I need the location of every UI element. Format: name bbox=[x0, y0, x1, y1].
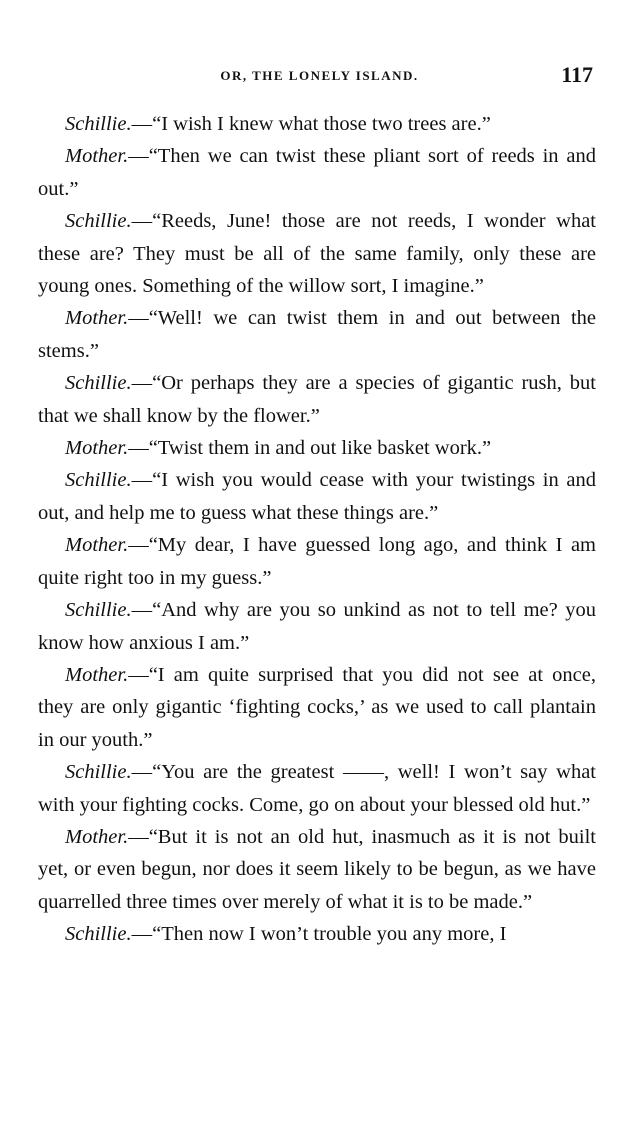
dialogue-text: “My dear, I have guessed long ago, and think I am quite right too in my guess.” bbox=[38, 534, 596, 589]
dialogue-text: “Then we can twist these pliant sort of reeds in and out.” bbox=[38, 145, 596, 200]
speaker-name: Schillie. bbox=[65, 923, 132, 946]
dialogue-paragraph: Schillie.—“Then now I won’t trouble you any more, I bbox=[65, 923, 507, 946]
speaker-name: Schillie. bbox=[65, 113, 132, 135]
speaker-name: Schillie. bbox=[65, 761, 132, 784]
dialogue-text: “But it is not an old hut, inasmuch as it is not built yet, or even begun, nor does it seem likely to be begun, as we have quarrelled three times over merely of what it is to be made.” bbox=[38, 825, 596, 913]
dialogue-paragraph: Mother.—“Then we can twist these pliant sort of reeds in and out.” bbox=[38, 145, 596, 200]
dialogue-text: “Twist them in and out like basket work.” bbox=[148, 437, 492, 460]
speaker-name: Schillie. bbox=[65, 372, 132, 395]
dialogue-paragraph: Mother.—“My dear, I have guessed long ago, and think I am quite right too in my guess.” bbox=[38, 534, 596, 589]
dialogue-text: “I wish you would cease with your twistings in and out, and help me to guess what these things are.” bbox=[38, 469, 596, 524]
running-title: OR, THE LONELY ISLAND. bbox=[220, 68, 419, 83]
dialogue-text: “Or perhaps they are a species of gigantic rush, but that we shall know by the flower.” bbox=[38, 372, 596, 427]
dialogue-paragraph: Mother.—“Well! we can twist them in and out between the stems.” bbox=[38, 307, 596, 362]
speaker-name: Schillie. bbox=[65, 469, 132, 492]
dialogue-text: “I wish I knew what those two trees are.” bbox=[152, 113, 491, 135]
dialogue-text: “Reeds, June! those are not reeds, I wonder what these are? They must be all of the same family, only these are young ones. Something of the willow sort, I imagine.” bbox=[38, 210, 596, 298]
dialogue-paragraph: Schillie.—“Or perhaps they are a species of gigantic rush, but that we shall know by the flower.” bbox=[38, 372, 596, 427]
dialogue-text: “And why are you so unkind as not to tell me? you know how anxious I am.” bbox=[38, 599, 596, 654]
dialogue-paragraph: Schillie.—“And why are you so unkind as not to tell me? you know how anxious I am.” bbox=[38, 599, 596, 654]
speaker-name: Mother. bbox=[65, 825, 129, 848]
dialogue-text: “Then now I won’t trouble you any more, I bbox=[152, 923, 507, 946]
running-head bbox=[0, 62, 639, 90]
dialogue-paragraph: Mother.—“I am quite surprised that you did not see at once, they are only gigantic ‘fighting cocks,’ as we used to call plantain in our youth.” bbox=[38, 663, 596, 751]
dialogue-text: “I am quite surprised that you did not see at once, they are only gigantic ‘fighting cocks,’ as we used to call plantain in our youth.” bbox=[38, 663, 596, 751]
dialogue-paragraph: Mother.—“But it is not an old hut, inasmuch as it is not built yet, or even begun, nor does it seem likely to be begun, as we have quarrelled three times over merely of what it is to be made.” bbox=[38, 825, 596, 913]
dialogue-text: “You are the greatest ——, well! I won’t say what with your fighting cocks. Come, go on about your blessed old hut.” bbox=[38, 761, 596, 816]
speaker-name: Schillie. bbox=[65, 210, 132, 233]
dialogue-paragraph: Schillie.—“Reeds, June! those are not reeds, I wonder what these are? They must be all of the same family, only these are young ones. Something of the willow sort, I imagine.” bbox=[38, 210, 596, 298]
dialogue-paragraph: Schillie.—“You are the greatest ——, well! I won’t say what with your fighting cocks. Come, go on about your blessed old hut.” bbox=[38, 761, 596, 816]
page-number: 117 bbox=[561, 62, 593, 87]
dialogue-paragraph: Schillie.—“I wish I knew what those two trees are.” bbox=[65, 113, 491, 135]
body-text bbox=[38, 108, 596, 951]
speaker-name: Mother. bbox=[65, 663, 129, 686]
speaker-name: Mother. bbox=[65, 534, 129, 557]
dialogue-paragraph: Schillie.—“I wish you would cease with your twistings in and out, and help me to guess what these things are.” bbox=[38, 469, 596, 524]
dialogue-text: “Well! we can twist them in and out between the stems.” bbox=[38, 307, 596, 362]
speaker-name: Schillie. bbox=[65, 599, 132, 622]
speaker-name: Mother. bbox=[65, 307, 129, 330]
speaker-name: Mother. bbox=[65, 145, 129, 168]
speaker-name: Mother. bbox=[65, 437, 129, 460]
dialogue-paragraph: Mother.—“Twist them in and out like basket work.” bbox=[65, 437, 492, 460]
